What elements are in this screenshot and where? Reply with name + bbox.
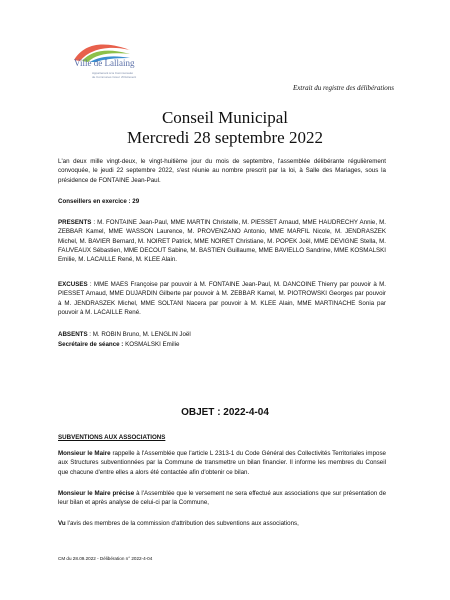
paragraph-precise-text: à l'Assemblée que le versement ne sera effectué aux associations que sur présentation de leur bilan et après analyse de celui-ci par la Commune, bbox=[58, 490, 387, 507]
paragraph-vu-bold: Vu bbox=[58, 520, 66, 527]
absents-line bbox=[58, 330, 386, 339]
conseillers-count bbox=[58, 197, 386, 206]
title-line2: Mercredi 28 septembre 2022 bbox=[127, 128, 323, 147]
logo-tagline-2: de Communes Cœur d'Ostrevent bbox=[92, 75, 137, 79]
section-title bbox=[58, 433, 386, 442]
conseillers-text: Conseillers en exercice : 29 bbox=[58, 198, 140, 205]
presents-paragraph bbox=[58, 218, 386, 264]
city-logo bbox=[60, 40, 140, 90]
paragraph-rappel-text: rappelle à l'Assemblée que l'article L 2313-1 du Code Général des Collectivités Territoriales impose aux Structures subventionnées par la Commune de transmettre un bilan financier. Il informe les membres du Conseil que chacune d'entre elles a alors été contactée afin d'obtenir ce bilan. bbox=[58, 450, 386, 476]
secretaire-text: KOSMALSKI Emilie bbox=[123, 341, 180, 348]
secretaire-label: Secrétaire de séance : bbox=[58, 341, 124, 348]
extrait-heading: Extrait du registre des délibérations bbox=[293, 84, 394, 92]
intro-paragraph: L'an deux mille vingt-deux, le vingt-huitième jour du mois de septembre, l'assemblée délibérante régulièrement convoquée, le jeudi 22 septembre 2022, s'est réunie au nombre prescrit par la loi, à Salle des Mariages, sous la présidence de FONTAINE Jean-Paul. bbox=[58, 158, 386, 184]
absents-label: ABSENTS bbox=[58, 331, 88, 338]
excuses-text: : MME MAES Françoise par pouvoir à M. FONTAINE Jean-Paul, M. DANCOINE Thierry par pouvoir à M. PIESSET Arnaud, MME DUJARDIN Gilberte par pouvoir à M. ZEBBAR Kamel, M. PIOTROWSKI Georges par pouvoir à M. JENDRASZEK Michel, MME SOLTANI Nacera par pouvoir à M. KLEE Alain, MME MARTINACHE Sonia par pouvoir à M. LACAILLE René. bbox=[58, 281, 386, 316]
presents-label: PRESENTS bbox=[58, 219, 92, 226]
paragraph-vu-text: l'avis des membres de la commission d'attribution des subventions aux associations, bbox=[65, 520, 299, 527]
title-line1: Conseil Municipal bbox=[161, 108, 289, 127]
objet-heading: OBJET : 2022-4-04 bbox=[181, 407, 269, 418]
paragraph-vu bbox=[58, 519, 386, 528]
paragraph-rappel bbox=[58, 449, 386, 477]
logo-tagline-1: Appartenant à la Communauté bbox=[92, 71, 133, 75]
absents-text: : M. ROBIN Bruno, M. LENGLIN Joël bbox=[87, 331, 191, 338]
page-footer: CM du 28.09.2022 - Délibération n° 2022-4-04 bbox=[58, 556, 153, 561]
secretaire-line bbox=[58, 340, 386, 349]
excuses-paragraph bbox=[58, 280, 386, 317]
logo-brand-text: Ville de Lallaing bbox=[74, 58, 135, 68]
section-title-text: SUBVENTIONS AUX ASSOCIATIONS bbox=[58, 434, 166, 441]
paragraph-precise-bold: Monsieur le Maire précise bbox=[58, 490, 135, 497]
presents-text: : M. FONTAINE Jean-Paul, MME MARTIN Christelle, M. PIESSET Arnaud, MME HAUDRECHY Annie, M. ZEBBAR Kamel, MME WASSON Laurence, M. PROVENZANO Antonio, MME MARFIL Nicole, M. JENDRASZEK Michel, M. BAVIER Bernard, M. NOIRET Patrick, MME NOIRET Christiane, M. POPEK Joël, MME DEVIGNE Stella, M. FAUVEAUX Sébastien, MME DECOUT Sabine, M. BASTIEN Guillaume, MME BAVIELLO Sandrine, MME KOSMALSKI Emilie, M. LACAILLE René, M. KLEE Alain. bbox=[58, 219, 386, 264]
paragraph-precise bbox=[58, 489, 386, 508]
paragraph-rappel-bold: Monsieur le Maire bbox=[58, 450, 111, 457]
excuses-label: EXCUSES bbox=[58, 281, 88, 288]
